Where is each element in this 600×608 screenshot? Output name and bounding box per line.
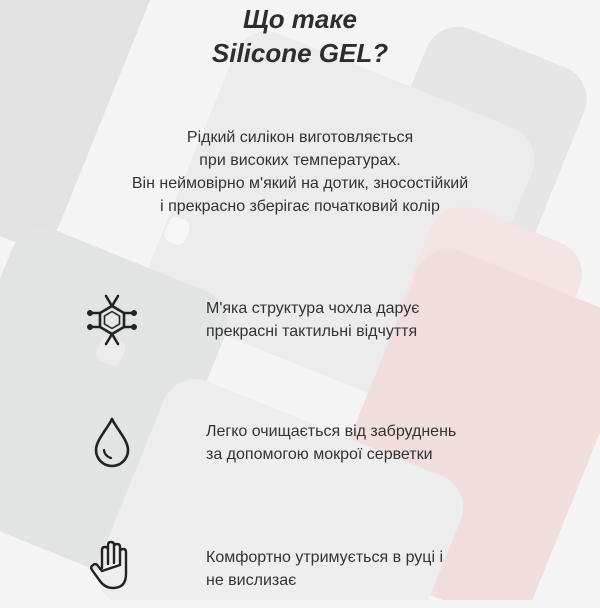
feature-text bbox=[206, 297, 419, 343]
intro-line-4: і прекрасно зберігає початковий колір bbox=[160, 198, 440, 215]
intro-line-3: Він неймовірно м'який на дотик, зносостійкий bbox=[131, 175, 469, 192]
intro-line-2: при високих температурах. bbox=[199, 152, 401, 169]
feature-line: прекрасні тактильні відчуття bbox=[206, 323, 418, 340]
feature-line: Легко очищається від забруднень bbox=[206, 423, 457, 440]
feature-line: не вислизає bbox=[206, 572, 297, 589]
title-line-2: Silicone GEL? bbox=[211, 38, 389, 68]
molecule-icon bbox=[84, 292, 140, 348]
feature-line: за допомогою мокрої серветки bbox=[206, 446, 433, 463]
feature-line: Комфортно утримується в руці і bbox=[206, 549, 443, 566]
water-drop-icon bbox=[84, 414, 140, 470]
feature-item-cleaning bbox=[0, 412, 600, 482]
feature-text bbox=[206, 546, 443, 592]
feature-item-grip bbox=[0, 538, 600, 608]
hand-icon bbox=[84, 538, 140, 594]
title-line-1: Що таке bbox=[242, 4, 358, 34]
intro-text bbox=[60, 126, 540, 218]
feature-item-texture bbox=[0, 292, 600, 362]
feature-text bbox=[206, 420, 456, 466]
feature-line: М'яка структура чохла дарує bbox=[206, 300, 420, 317]
page-title bbox=[0, 2, 600, 70]
intro-line-1: Рідкий силікон виготовляється bbox=[186, 129, 414, 146]
